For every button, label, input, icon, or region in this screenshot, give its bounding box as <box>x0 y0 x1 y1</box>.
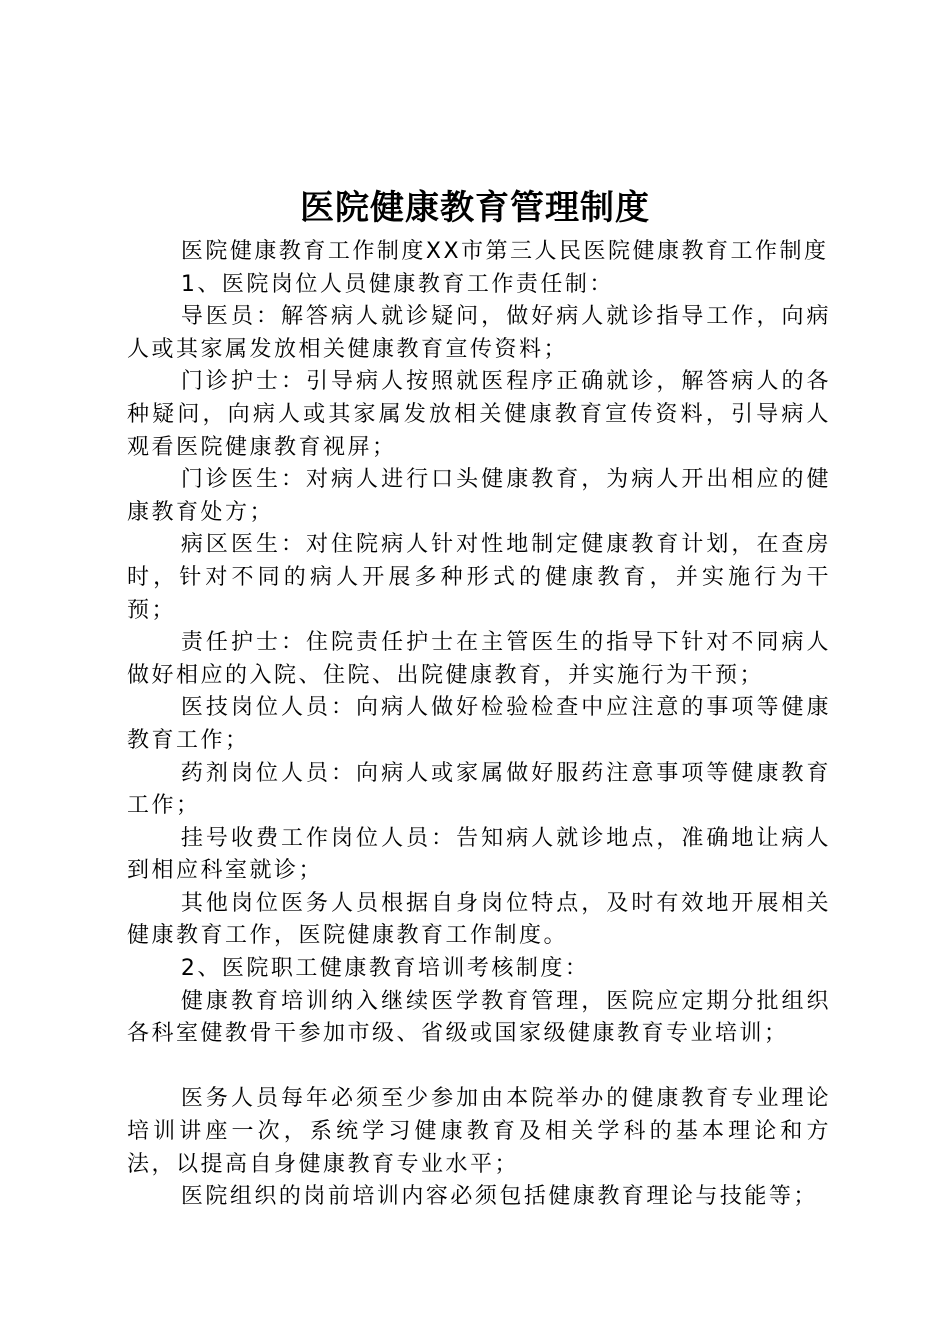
paragraph: 挂号收费工作岗位人员：告知病人就诊地点，准确地让病人到相应科室就诊； <box>127 825 831 884</box>
paragraph: 医技岗位人员：向病人做好检验检查中应注意的事项等健康教育工作； <box>127 695 831 753</box>
paragraph: 医院组织的岗前培训内容必须包括健康教育理论与技能等； <box>180 1184 818 1210</box>
paragraph: 其他岗位医务人员根据自身岗位特点，及时有效地开展相关健康教育工作，医院健康教育工作制度。 <box>127 890 831 949</box>
paragraph: 医院健康教育工作制度XX市第三人民医院健康教育工作制度 <box>180 239 829 264</box>
section-heading: 1、医院岗位人员健康教育工作责任制： <box>180 271 614 297</box>
paragraph: 门诊医生：对病人进行口头健康教育，为病人开出相应的健康教育处方； <box>127 467 831 525</box>
section-heading: 2、医院职工健康教育培训考核制度： <box>180 956 590 982</box>
paragraph: 医务人员每年必须至少参加由本院举办的健康教育专业理论培训讲座一次，系统学习健康教育及相关学科的基本理论和方法，以提高自身健康教育专业水平； <box>127 1086 831 1177</box>
paragraph: 药剂岗位人员：向病人或家属做好服药注意事项等健康教育工作； <box>127 760 831 819</box>
paragraph: 门诊护士：引导病人按照就医程序正确就诊，解答病人的各种疑问，向病人或其家属发放相关健康教育宣传资料，引导病人观看医院健康教育视屏； <box>127 369 831 460</box>
document-body <box>127 236 831 1214</box>
document-title: 医院健康教育管理制度 <box>300 188 650 228</box>
paragraph: 导医员：解答病人就诊疑问，做好病人就诊指导工作，向病人或其家属发放相关健康教育宣传资料； <box>127 304 831 362</box>
paragraph: 责任护士：住院责任护士在主管医生的指导下针对不同病人做好相应的入院、住院、出院健康教育，并实施行为干预； <box>127 630 831 688</box>
paragraph: 健康教育培训纳入继续医学教育管理，医院应定期分批组织各科室健教骨干参加市级、省级或国家级健康教育专业培训； <box>127 988 831 1047</box>
paragraph: 病区医生：对住院病人针对性地制定健康教育计划，在查房时，针对不同的病人开展多种形式的健康教育，并实施行为干预； <box>127 532 831 623</box>
